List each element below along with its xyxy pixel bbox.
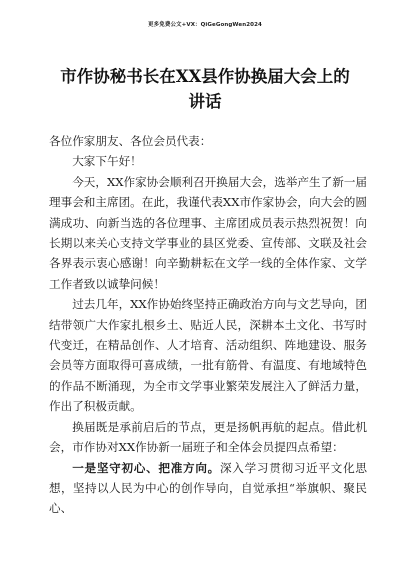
paragraph-hopes-intro: 换届既是承前启后的节点，更是扬帆再航的起点。借此机会，市作协对XX作协新一届班子和全体会员提四点希望： <box>49 419 367 455</box>
paragraph-achievements: 过去几年，XX作协始终坚持正确政治方向与文艺导向，团结带领广大作家扎根乡土、贴近人民，深耕本土文化、书写时代变迁，在精品创作、人才培育、活动组织、阵地建设、服务会员等方面取得可喜成绩，一批有筋骨、有温度、有地域特色的作品不断涌现，为全市文学事业繁荣发展注入了鲜活力量，作出了积极贡献。 <box>49 297 367 414</box>
document-body <box>49 131 367 519</box>
greeting: 大家下午好！ <box>72 154 142 169</box>
point-1-lead: 一是坚守初心、把准方向。 <box>72 460 220 475</box>
salutation: 各位作家朋友、各位会员代表： <box>49 134 212 148</box>
page-header: 更多免费公文+VX：QiGeGongWen2024 <box>148 22 262 28</box>
paragraph-opening: 今天，XX作家协会顺利召开换届大会，选举产生了新一届理事会和主席团。在此，我谨代表XX市作家协会，向大会的圆满成功、向新当选的各位理事、主席团成员表示热烈祝贺！向长期以来关心支持文学事业的县区党委、宣传部、文联及社会各界表示衷心感谢！向辛勤耕耘在文学一线的全体作家、文学工作者致以诚挚问候！ <box>49 174 367 291</box>
document-title <box>40 64 370 114</box>
point-1-text: 深入学习贯彻习近平文化思想，坚持以人民为中心的创作导向，自觉承担“举旗帜、聚民心、 <box>49 460 367 516</box>
title-line-1: 市作协秘书长在XX县作协换届大会上的 <box>60 67 350 86</box>
paragraph-point-1 <box>49 458 367 519</box>
title-line-2: 讲话 <box>188 92 222 111</box>
